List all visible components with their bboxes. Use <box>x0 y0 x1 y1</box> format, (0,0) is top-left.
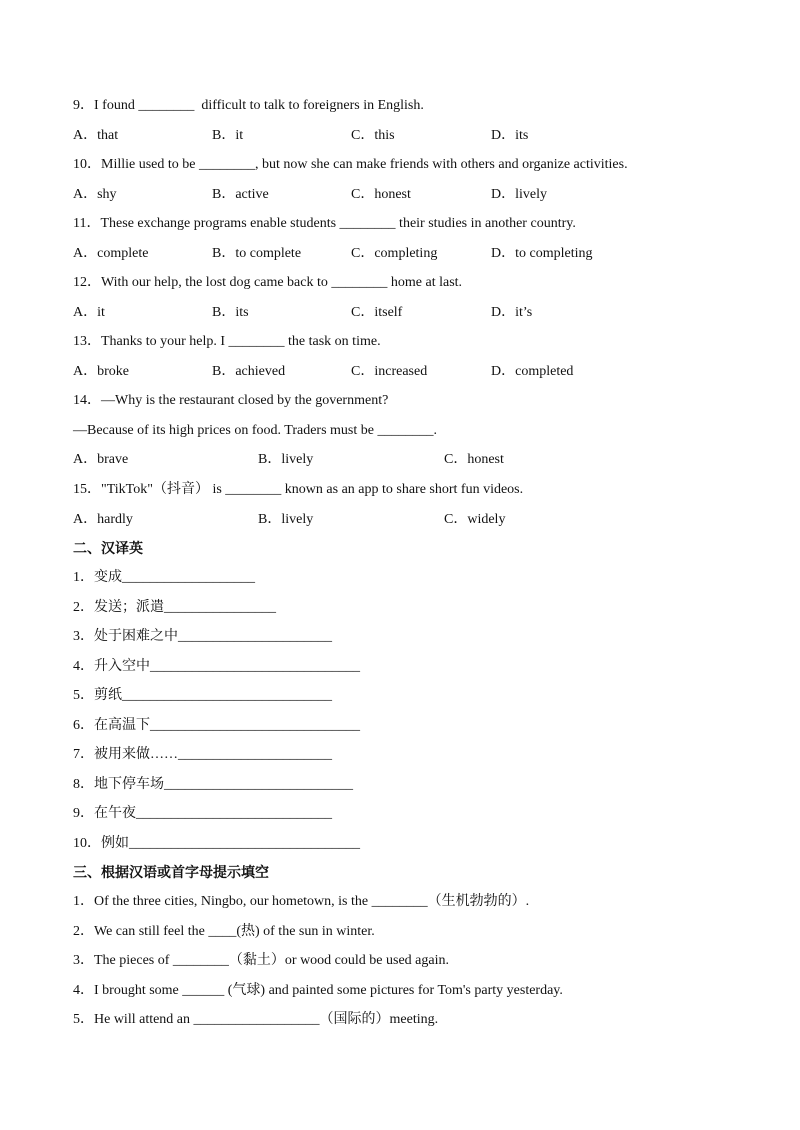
translation-item: 8．地下停车场___________________________ <box>73 777 353 792</box>
option-b: B．lively <box>258 512 314 527</box>
option-a: A．complete <box>73 246 149 261</box>
option-a: A．broke <box>73 364 129 379</box>
option-c: C．completing <box>351 246 438 261</box>
question-13: 13．Thanks to your help. I ________ the task on time. <box>73 334 381 349</box>
option-d: D．completed <box>491 364 574 379</box>
option-b: B．lively <box>258 452 314 467</box>
translation-item: 5．剪纸______________________________ <box>73 688 332 703</box>
option-c: C．widely <box>444 512 506 527</box>
option-d: D．it’s <box>491 305 533 320</box>
option-d: D．its <box>491 128 529 143</box>
section-3-title: 三、根据汉语或首字母提示填空 <box>73 865 269 881</box>
fill-blank-item: 3．The pieces of ________（黏土）or wood could be used again. <box>73 953 449 968</box>
translation-item: 9．在午夜____________________________ <box>73 806 332 821</box>
option-c: C．increased <box>351 364 428 379</box>
section-2-title: 二、汉译英 <box>73 541 143 557</box>
translation-item: 7．被用来做……______________________ <box>73 747 332 762</box>
translation-item: 1．变成___________________ <box>73 570 255 585</box>
option-a: A．shy <box>73 187 117 202</box>
fill-blank-item: 4．I brought some ______ (气球) and painted some pictures for Tom's party yesterday. <box>73 983 563 998</box>
option-b: B．its <box>212 305 249 320</box>
option-c: C．this <box>351 128 395 143</box>
option-d: D．to completing <box>491 246 593 261</box>
option-a: A．that <box>73 128 119 143</box>
translation-item: 10．例如_________________________________ <box>73 836 360 851</box>
translation-item: 3．处于困难之中______________________ <box>73 629 332 644</box>
translation-item: 6．在高温下______________________________ <box>73 718 360 733</box>
question-11: 11．These exchange programs enable students ________ their studies in another country. <box>73 216 576 231</box>
question-14-reply: —Because of its high prices on food. Traders must be ________. <box>73 423 437 438</box>
option-c: C．honest <box>351 187 411 202</box>
option-a: A．it <box>73 305 105 320</box>
option-b: B．to complete <box>212 246 302 261</box>
question-14: 14．—Why is the restaurant closed by the government? <box>73 393 389 408</box>
question-10: 10．Millie used to be ________, but now she can make friends with others and organize activities. <box>73 157 628 172</box>
translation-item: 4．升入空中______________________________ <box>73 659 360 674</box>
option-c: C．itself <box>351 305 403 320</box>
option-b: B．achieved <box>212 364 286 379</box>
option-d: D．lively <box>491 187 547 202</box>
option-a: A．hardly <box>73 512 133 527</box>
fill-blank-item: 5．He will attend an __________________（国际的）meeting. <box>73 1012 439 1027</box>
translation-item: 2．发送；派遣________________ <box>73 600 276 615</box>
question-9: 9．I found ________ difficult to talk to foreigners in English. <box>73 98 424 113</box>
option-b: B．active <box>212 187 269 202</box>
fill-blank-item: 1．Of the three cities, Ningbo, our hometown, is the ________（生机勃勃的）. <box>73 894 530 909</box>
question-12: 12．With our help, the lost dog came back to ________ home at last. <box>73 275 463 290</box>
option-a: A．brave <box>73 452 129 467</box>
question-15: 15．"TikTok"（抖音） is ________ known as an app to share short fun videos. <box>73 482 524 497</box>
option-c: C．honest <box>444 452 504 467</box>
option-b: B．it <box>212 128 244 143</box>
fill-blank-item: 2．We can still feel the ____(热) of the sun in winter. <box>73 924 375 939</box>
